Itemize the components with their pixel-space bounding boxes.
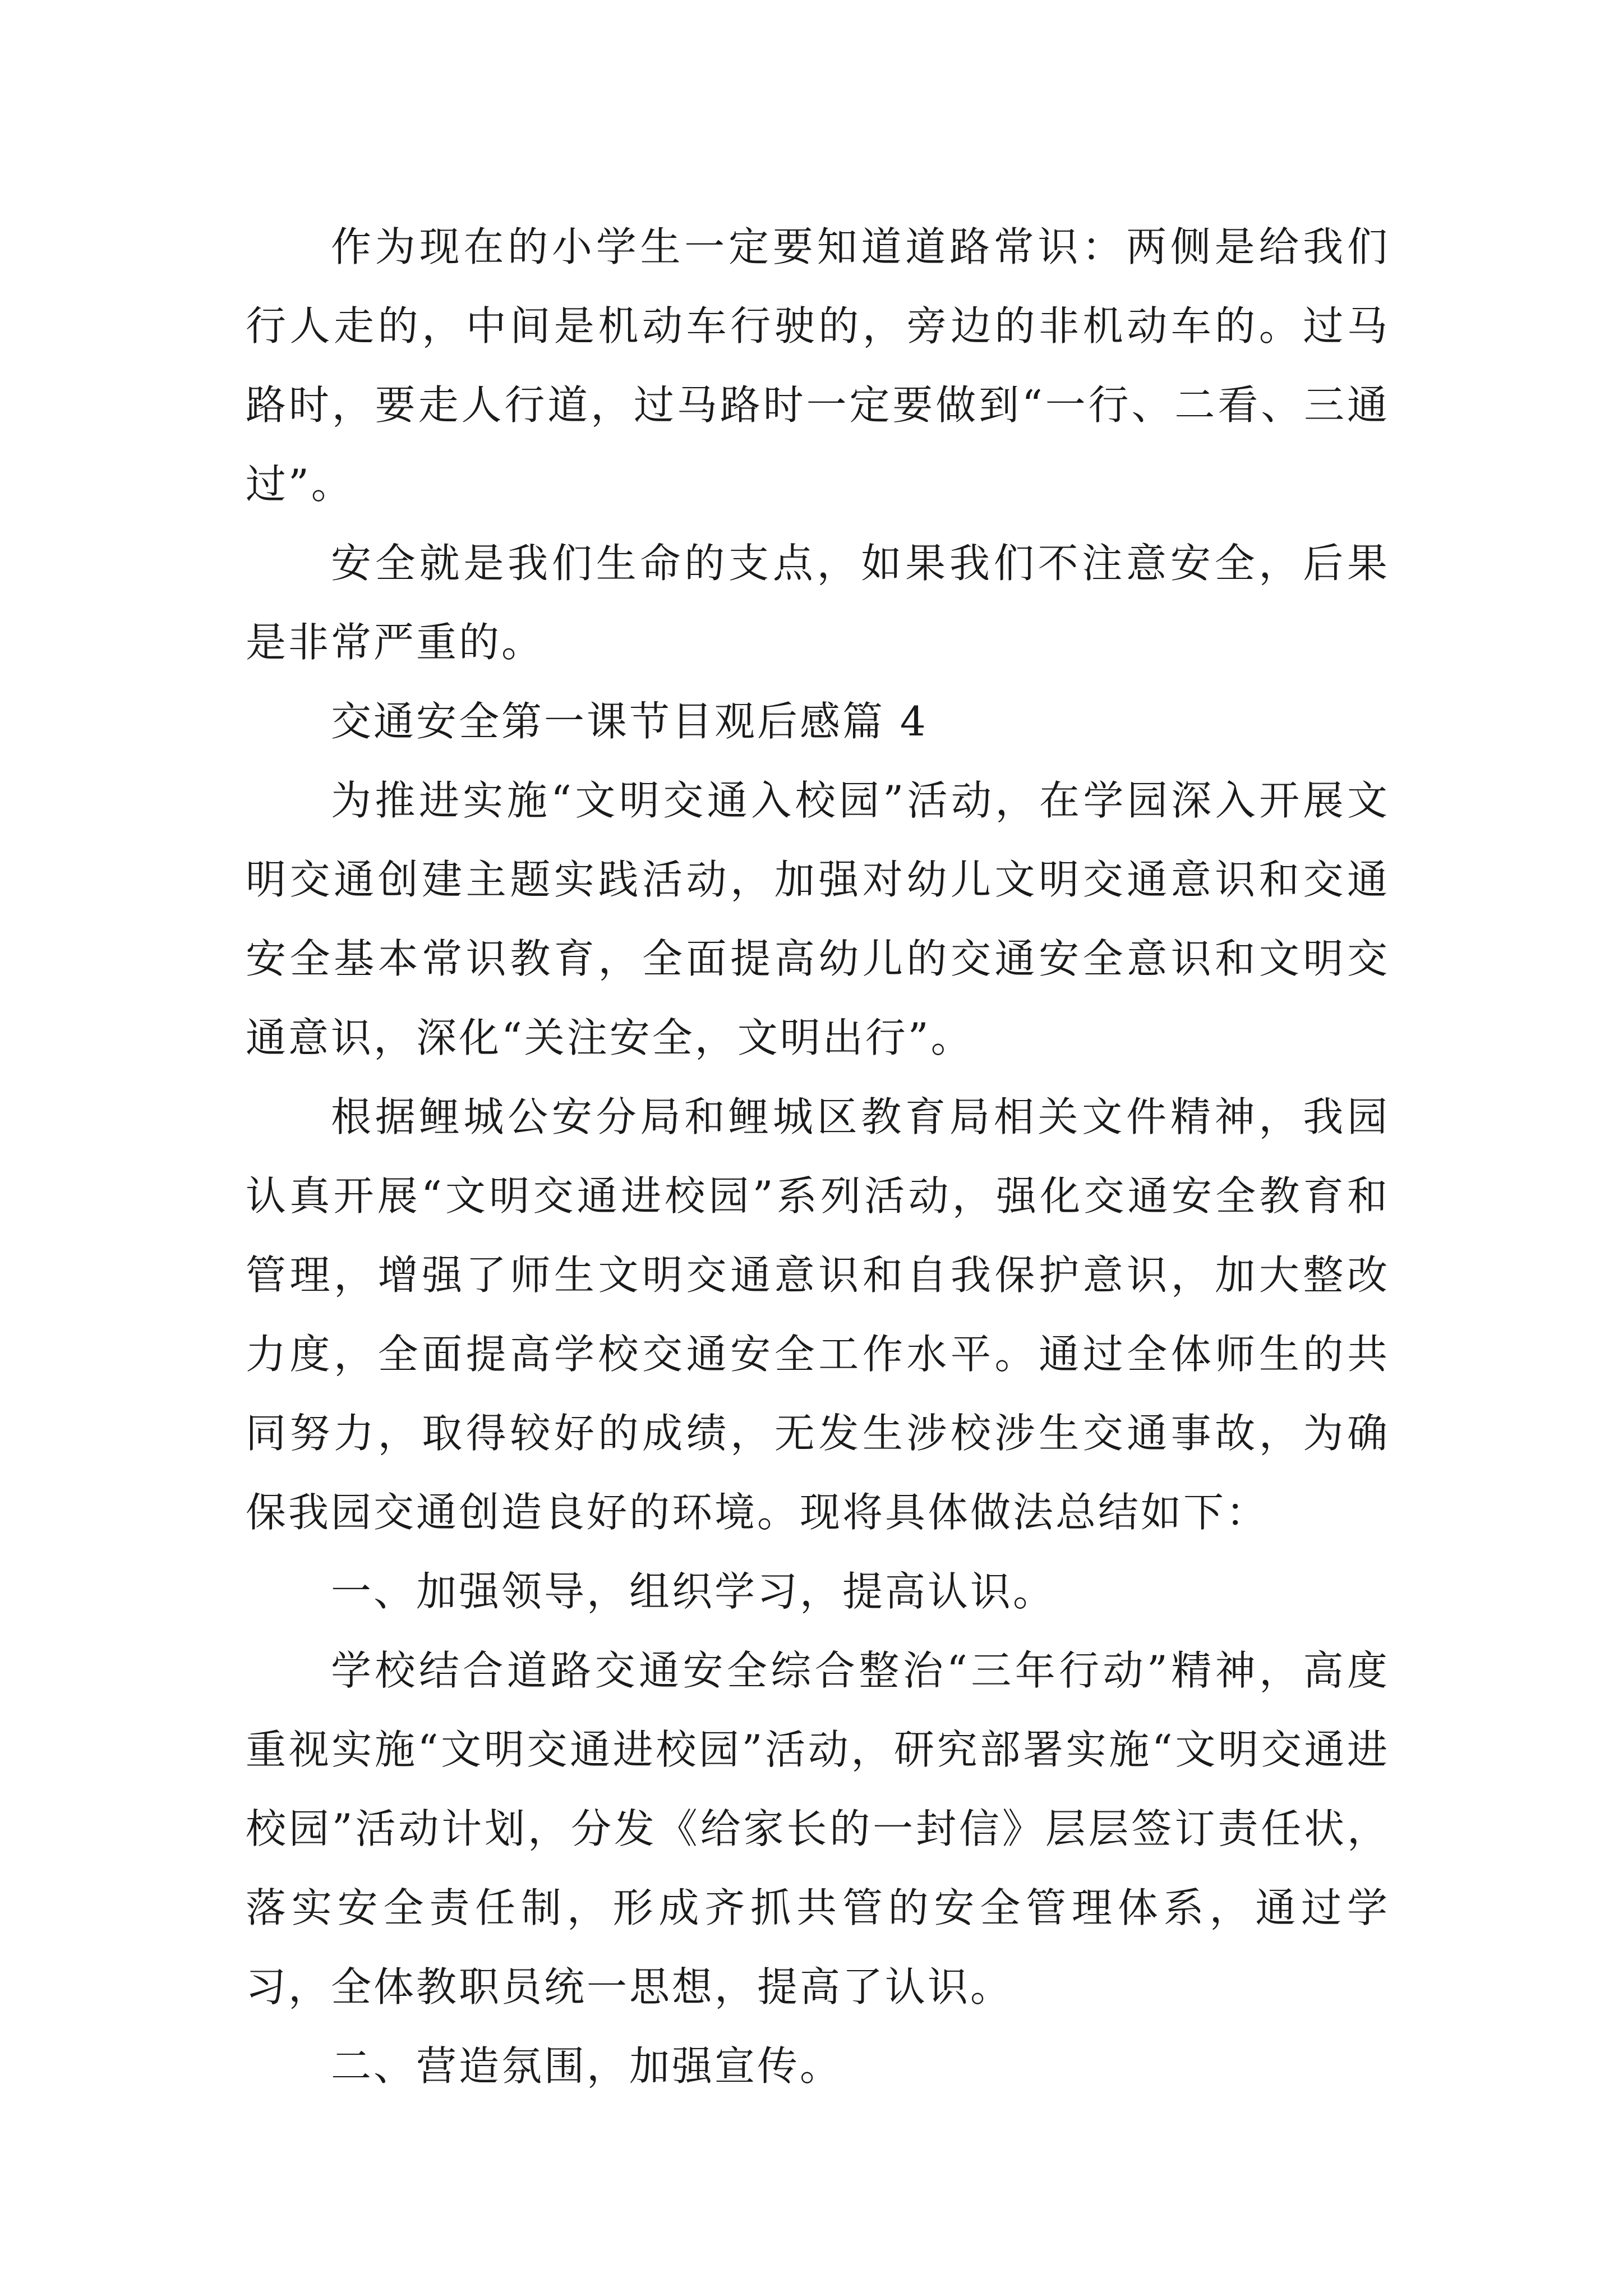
section-heading: 交通安全第一课节目观后感篇 4 [331,698,928,745]
paragraph-road-knowledge: 作为现在的小学生一定要知道道路常识：两侧是给我们行人走的，中间是机动车行驶的，旁边的非机动车的。过马路时，要走人行道，过马路时一定要做到“一行、二看、三通过”。 [246,223,1390,508]
paragraph-three-year-action: 学校结合道路交通安全综合整治“三年行动”精神，高度重视实施“文明交通进校园”活动，研究部署实施“文明交通进校园”活动计划，分发《给家长的一封信》层层签订责任状，落实安全责任制，形成齐抓共管的安全管理体系，通过学习，全体教职员统一思想，提高了认识。 [246,1647,1390,2010]
paragraph-safety-fulcrum: 安全就是我们生命的支点，如果我们不注意安全，后果是非常严重的。 [246,540,1390,666]
subheading-publicity: 二、营造氛围，加强宣传。 [331,2042,843,2090]
subheading-leadership: 一、加强领导，组织学习，提高认识。 [331,1568,1056,1615]
paragraph-civilized-traffic: 为推进实施“文明交通入校园”活动，在学园深入开展文明交通创建主题实践活动，加强对幼儿文明交通意识和交通安全基本常识教育，全面提高幼儿的交通安全意识和文明交通意识，深化“关注安全，文明出行”。 [246,777,1390,1061]
document-body [246,208,1390,2106]
paragraph-activities-summary: 根据鲤城公安分局和鲤城区教育局相关文件精神，我园认真开展“文明交通进校园”系列活动，强化交通安全教育和管理，增强了师生文明交通意识和自我保护意识，加大整改力度，全面提高学校交通安全工作水平。通过全体师生的共同努力，取得较好的成绩，无发生涉校涉生交通事故，为确保我园交通创造良好的环境。现将具体做法总结如下： [246,1093,1390,1536]
